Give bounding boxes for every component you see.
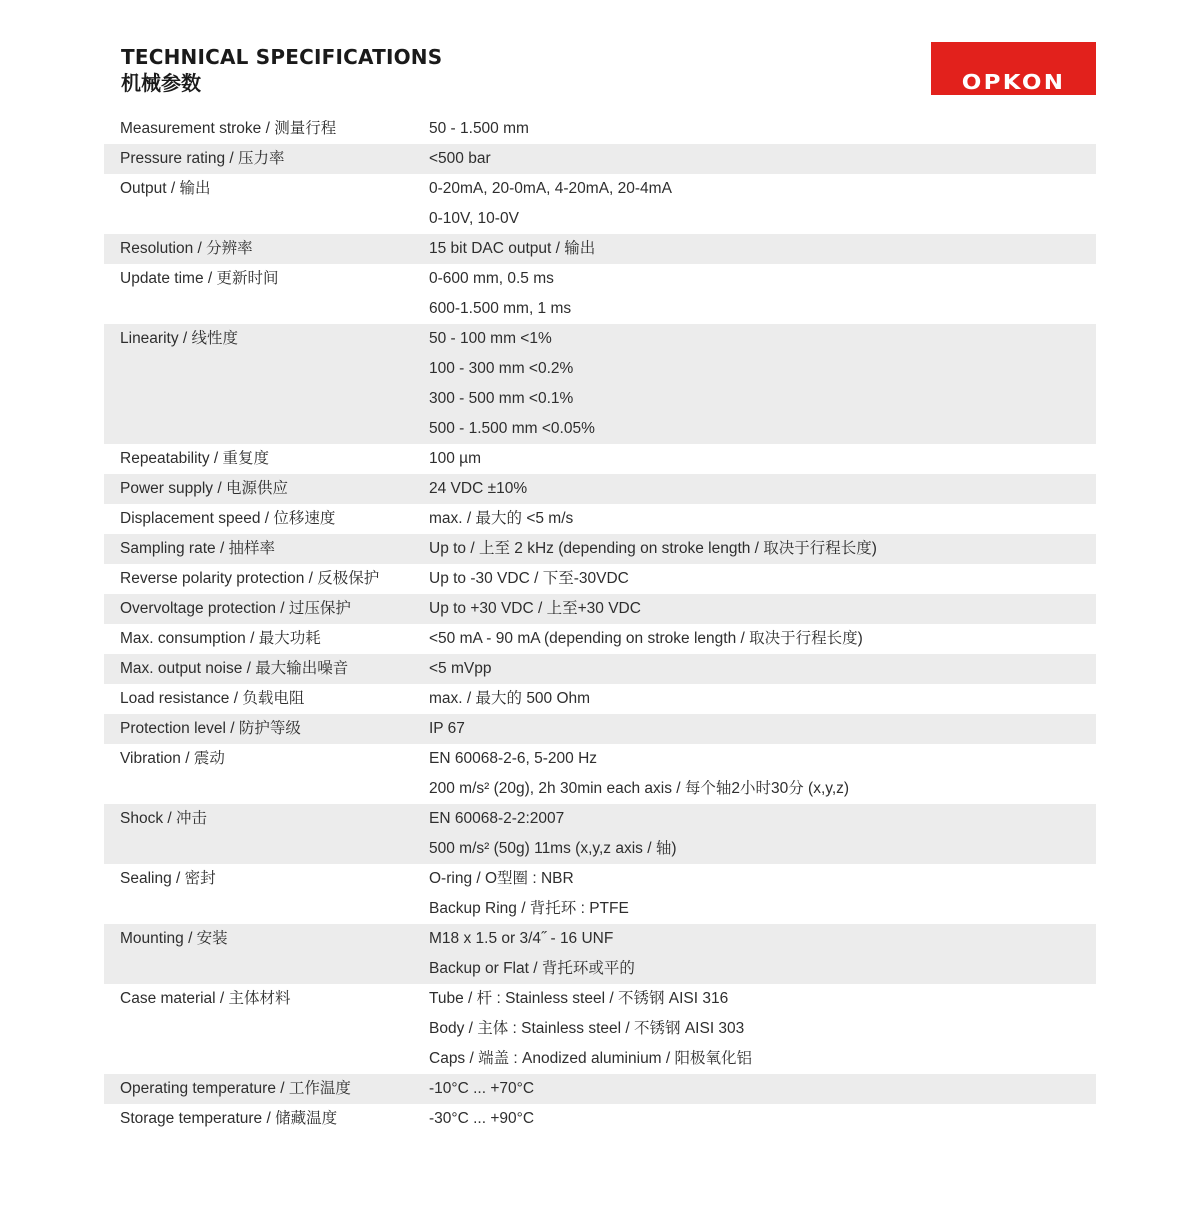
spec-value: 0-600 mm, 0.5 ms	[429, 270, 554, 287]
spec-value: EN 60068-2-2:2007	[429, 810, 565, 827]
spec-value-cell	[429, 444, 1096, 474]
spec-value-cell	[429, 864, 1096, 924]
spec-row	[104, 594, 1096, 624]
spec-value-cell	[429, 1074, 1096, 1104]
spec-row	[104, 804, 1096, 864]
spec-label: Linearity / 线性度	[120, 330, 239, 347]
page-title: TECHNICAL SPECIFICATIONS	[121, 45, 443, 69]
spec-value-cell	[429, 984, 1096, 1074]
spec-row	[104, 684, 1096, 714]
spec-value: Tube / 杆 : Stainless steel / 不锈钢 AISI 316	[429, 990, 729, 1007]
spec-value: <50 mA - 90 mA (depending on stroke length / 取决于行程长度)	[429, 630, 863, 647]
spec-value: Backup or Flat / 背托环或平的	[429, 960, 635, 977]
spec-row	[104, 864, 1096, 924]
spec-label: Load resistance / 负载电阻	[120, 690, 305, 707]
spec-value: 0-10V, 10-0V	[429, 210, 519, 227]
spec-label-cell	[104, 984, 429, 1074]
spec-label: Power supply / 电源供应	[120, 480, 288, 497]
page-subtitle: 机械参数	[121, 71, 201, 95]
spec-label-cell	[104, 264, 429, 324]
spec-label: Max. output noise / 最大输出噪音	[120, 660, 349, 677]
spec-value-cell	[429, 714, 1096, 744]
spec-label-cell	[104, 1074, 429, 1104]
spec-row	[104, 1104, 1096, 1134]
spec-value-cell	[429, 684, 1096, 714]
spec-value: EN 60068-2-6, 5-200 Hz	[429, 750, 598, 767]
spec-value: -30°C ... +90°C	[429, 1110, 535, 1127]
spec-label: Displacement speed / 位移速度	[120, 510, 336, 527]
spec-value: 100 µm	[429, 450, 482, 467]
spec-value-cell	[429, 924, 1096, 984]
spec-label-cell	[104, 504, 429, 534]
spec-row	[104, 924, 1096, 984]
spec-label: Update time / 更新时间	[120, 270, 279, 287]
spec-label: Overvoltage protection / 过压保护	[120, 600, 351, 617]
spec-value: 500 - 1.500 mm <0.05%	[429, 420, 595, 437]
spec-label-cell	[104, 924, 429, 984]
spec-value-cell	[429, 624, 1096, 654]
spec-value: 50 - 100 mm <1%	[429, 330, 552, 347]
spec-label: Repeatability / 重复度	[120, 450, 270, 467]
spec-label-cell	[104, 324, 429, 444]
spec-label-cell	[104, 114, 429, 144]
spec-value-cell	[429, 264, 1096, 324]
spec-label: Storage temperature / 储藏温度	[120, 1110, 338, 1127]
spec-label-cell	[104, 864, 429, 924]
spec-label: Shock / 冲击	[120, 810, 207, 827]
spec-row	[104, 984, 1096, 1074]
spec-row	[104, 534, 1096, 564]
spec-label: Vibration / 震动	[120, 750, 225, 767]
spec-label-cell	[104, 654, 429, 684]
spec-label: Pressure rating / 压力率	[120, 150, 285, 167]
spec-value-cell	[429, 174, 1096, 234]
spec-value: Up to -30 VDC / 下至-30VDC	[429, 570, 629, 587]
spec-value: Up to +30 VDC / 上至+30 VDC	[429, 600, 641, 617]
spec-value: Body / 主体 : Stainless steel / 不锈钢 AISI 303	[429, 1020, 745, 1037]
spec-label-cell	[104, 564, 429, 594]
spec-label: Output / 输出	[120, 180, 211, 197]
spec-label: Max. consumption / 最大功耗	[120, 630, 321, 647]
spec-row	[104, 1074, 1096, 1104]
spec-value-cell	[429, 324, 1096, 444]
spec-value: M18 x 1.5 or 3/4˝ - 16 UNF	[429, 930, 614, 947]
spec-label-cell	[104, 1104, 429, 1134]
spec-label: Measurement stroke / 测量行程	[120, 120, 337, 137]
spec-value: 600-1.500 mm, 1 ms	[429, 300, 572, 317]
spec-value: max. / 最大的 <5 m/s	[429, 510, 574, 527]
spec-label: Mounting / 安装	[120, 930, 228, 947]
page-header	[121, 44, 442, 96]
spec-row	[104, 114, 1096, 144]
spec-label-cell	[104, 234, 429, 264]
brand-logo	[931, 42, 1096, 95]
spec-value: Up to / 上至 2 kHz (depending on stroke length / 取决于行程长度)	[429, 540, 877, 557]
spec-row	[104, 444, 1096, 474]
spec-label: Reverse polarity protection / 反极保护	[120, 570, 380, 587]
spec-label-cell	[104, 684, 429, 714]
spec-label-cell	[104, 624, 429, 654]
spec-label-cell	[104, 594, 429, 624]
spec-label-cell	[104, 714, 429, 744]
spec-value: 24 VDC ±10%	[429, 480, 528, 497]
spec-row	[104, 144, 1096, 174]
spec-value: Caps / 端盖 : Anodized aluminium / 阳极氧化铝	[429, 1050, 753, 1067]
spec-label-cell	[104, 144, 429, 174]
specifications-table	[104, 114, 1096, 1134]
spec-label-cell	[104, 474, 429, 504]
spec-row	[104, 474, 1096, 504]
spec-row	[104, 564, 1096, 594]
spec-label-cell	[104, 804, 429, 864]
spec-value-cell	[429, 534, 1096, 564]
spec-row	[104, 654, 1096, 684]
spec-value-cell	[429, 804, 1096, 864]
spec-row	[104, 744, 1096, 804]
spec-value: 50 - 1.500 mm	[429, 120, 529, 137]
spec-row	[104, 504, 1096, 534]
spec-value: max. / 最大的 500 Ohm	[429, 690, 591, 707]
spec-label-cell	[104, 444, 429, 474]
spec-row	[104, 234, 1096, 264]
spec-value: Backup Ring / 背托环 : PTFE	[429, 900, 629, 917]
spec-value: 300 - 500 mm <0.1%	[429, 390, 574, 407]
spec-value: 100 - 300 mm <0.2%	[429, 360, 574, 377]
spec-label-cell	[104, 174, 429, 234]
spec-label: Sealing / 密封	[120, 870, 216, 887]
spec-value: <5 mVpp	[429, 660, 492, 677]
spec-value: 15 bit DAC output / 输出	[429, 240, 596, 257]
spec-value-cell	[429, 744, 1096, 804]
spec-row	[104, 264, 1096, 324]
spec-value-cell	[429, 1104, 1096, 1134]
spec-label: Sampling rate / 抽样率	[120, 540, 276, 557]
spec-row	[104, 624, 1096, 654]
logo-text: OPKON	[961, 70, 1066, 94]
spec-value: <500 bar	[429, 150, 491, 167]
spec-label: Case material / 主体材料	[120, 990, 291, 1007]
spec-label-cell	[104, 744, 429, 804]
spec-value-cell	[429, 654, 1096, 684]
spec-value: 0-20mA, 20-0mA, 4-20mA, 20-4mA	[429, 180, 672, 197]
spec-label: Protection level / 防护等级	[120, 720, 301, 737]
spec-value-cell	[429, 114, 1096, 144]
spec-value: 200 m/s² (20g), 2h 30min each axis / 每个轴2小时30分 (x,y,z)	[429, 780, 850, 797]
spec-value-cell	[429, 144, 1096, 174]
spec-row	[104, 714, 1096, 744]
spec-value: -10°C ... +70°C	[429, 1080, 535, 1097]
spec-value-cell	[429, 474, 1096, 504]
spec-value-cell	[429, 234, 1096, 264]
spec-value-cell	[429, 504, 1096, 534]
spec-row	[104, 174, 1096, 234]
spec-value: O-ring / O型圈 : NBR	[429, 870, 574, 887]
spec-value: 500 m/s² (50g) 11ms (x,y,z axis / 轴)	[429, 840, 677, 857]
spec-label-cell	[104, 534, 429, 564]
spec-label: Resolution / 分辨率	[120, 240, 253, 257]
spec-value-cell	[429, 564, 1096, 594]
spec-row	[104, 324, 1096, 444]
spec-value: IP 67	[429, 720, 465, 737]
spec-label: Operating temperature / 工作温度	[120, 1080, 351, 1097]
spec-value-cell	[429, 594, 1096, 624]
